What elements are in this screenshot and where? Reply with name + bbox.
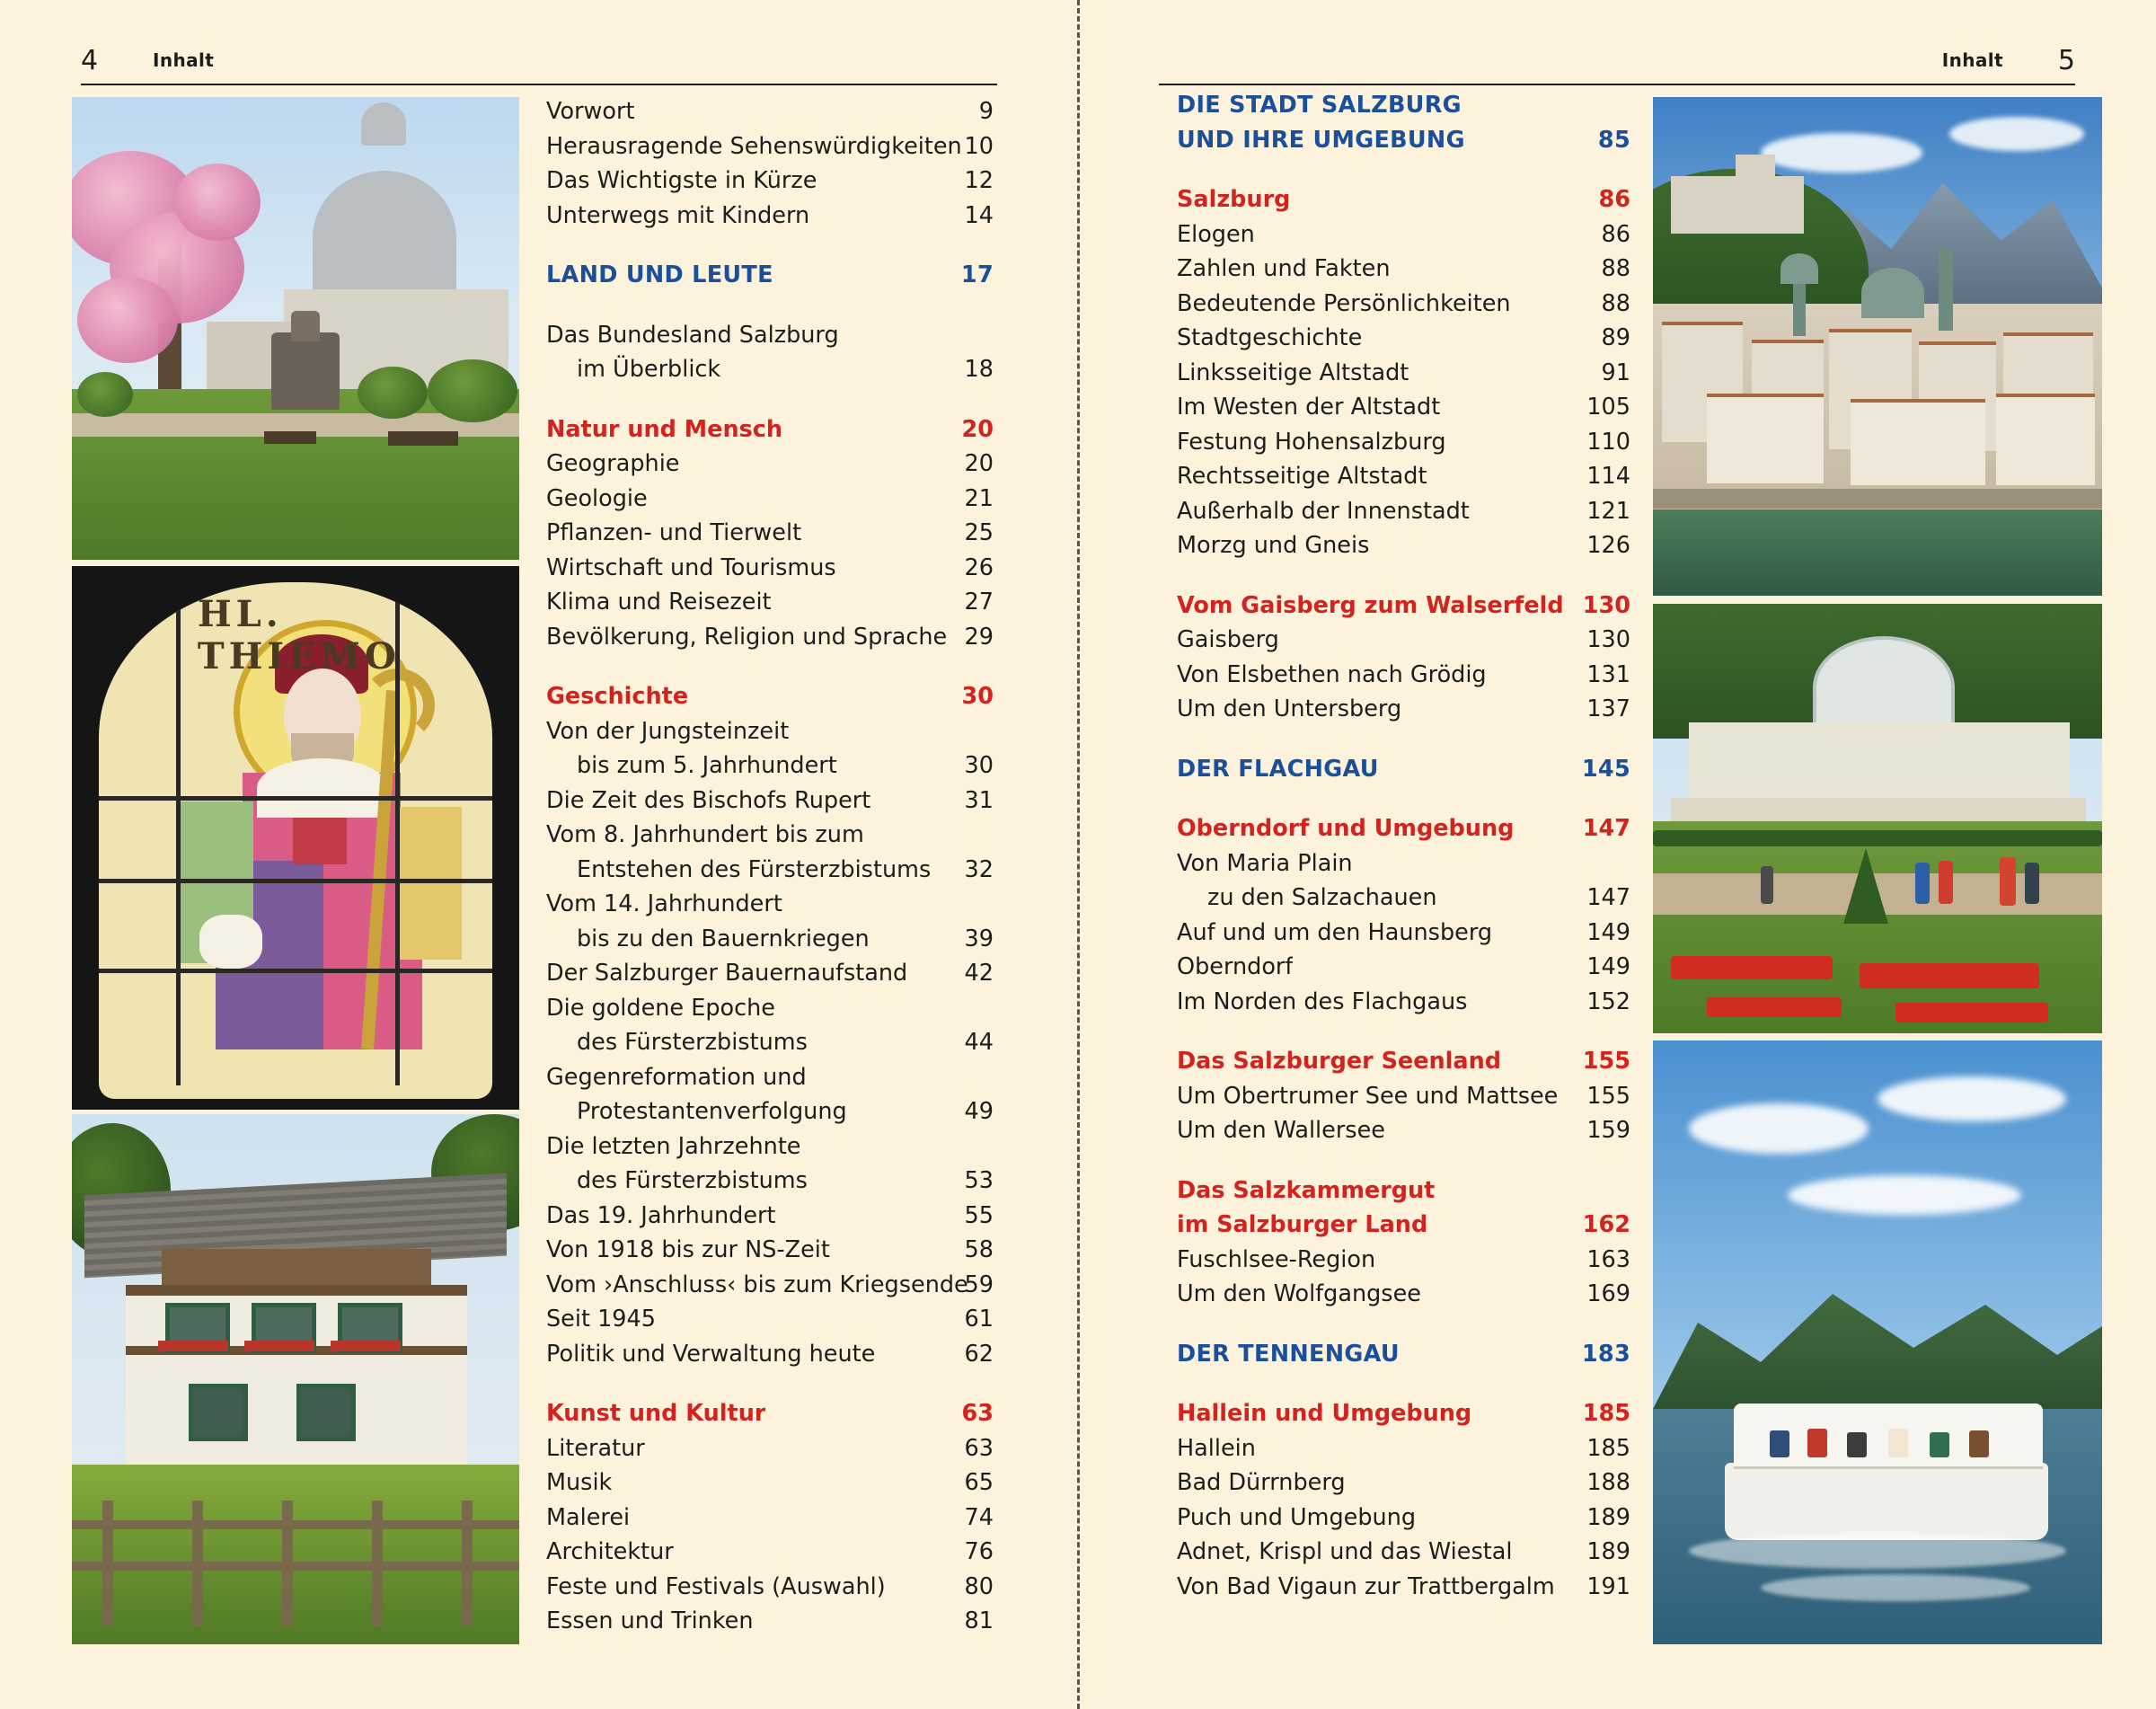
toc-entry[interactable] <box>546 1129 1000 1164</box>
toc-entry-page-number: 18 <box>964 356 994 383</box>
toc-entry-label: LAND UND LEUTE <box>546 261 773 288</box>
toc-entry-label: Bedeutende Persönlichkeiten <box>1177 289 1511 317</box>
header-rule-right <box>1159 84 2075 85</box>
photo-farmhouse-meadow <box>72 1114 519 1644</box>
toc-entry-label: Vom 8. Jahrhundert bis zum <box>546 821 864 848</box>
toc-entry-page-number: 49 <box>964 1098 994 1125</box>
toc-entry-label: Unterwegs mit Kindern <box>546 201 810 229</box>
toc-entry-page-number: 53 <box>964 1167 994 1194</box>
toc-entry-label: Protestantenverfolgung <box>577 1098 847 1125</box>
toc-entry-label: Literatur <box>546 1434 645 1462</box>
toc-entry-label: Puch und Umgebung <box>1177 1503 1417 1531</box>
toc-entry[interactable] <box>546 1094 1000 1129</box>
toc-entry-label: Um den Untersberg <box>1177 695 1402 722</box>
toc-entry-page-number: 185 <box>1586 1434 1630 1462</box>
toc-entry-page-number: 137 <box>1586 695 1630 722</box>
toc-entry-label: Bevölkerung, Religion und Sprache <box>546 623 948 651</box>
toc-entry[interactable] <box>546 1535 1000 1570</box>
toc-entry-label: Linksseitige Altstadt <box>1177 359 1409 386</box>
toc-entry-label: Die letzten Jahrzehnte <box>546 1132 801 1160</box>
toc-entry-page-number: 25 <box>964 519 994 546</box>
toc-entry-label: Von Bad Vigaun zur Trattbergalm <box>1177 1572 1555 1600</box>
toc-entry-label: Das Wichtigste in Kürze <box>546 167 817 194</box>
toc-left-column <box>546 94 1000 1639</box>
toc-entry-label: Wirtschaft und Tourismus <box>546 553 836 581</box>
toc-entry-page-number: 74 <box>964 1503 994 1531</box>
toc-entry[interactable] <box>546 1233 1000 1268</box>
toc-entry-label: Das Bundesland Salzburg <box>546 321 839 349</box>
toc-entry[interactable] <box>546 199 1000 234</box>
folio-left: 4 <box>81 45 99 76</box>
toc-entry[interactable] <box>546 887 1000 922</box>
toc-entry[interactable] <box>546 585 1000 620</box>
toc-entry-page-number: 152 <box>1586 987 1630 1015</box>
toc-entry-page-number: 58 <box>964 1236 994 1263</box>
toc-entry[interactable] <box>546 679 1000 714</box>
toc-entry-label: Rechtsseitige Altstadt <box>1177 463 1427 490</box>
toc-entry[interactable] <box>546 352 1000 387</box>
toc-entry-page-number: 130 <box>1586 626 1630 653</box>
toc-entry-label: Von Elsbethen nach Grödig <box>1177 660 1487 688</box>
toc-entry-page-number: 183 <box>1581 1340 1630 1368</box>
photo-stained-glass-hl-thiemo <box>72 566 519 1110</box>
toc-entry-page-number: 188 <box>1586 1469 1630 1496</box>
page-fold-divider <box>1077 0 1082 1709</box>
toc-entry-page-number: 105 <box>1586 394 1630 421</box>
toc-entry-page-number: 149 <box>1586 953 1630 980</box>
toc-entry[interactable] <box>546 318 1000 353</box>
toc-spacer <box>546 387 1000 412</box>
toc-entry-page-number: 155 <box>1586 1082 1630 1110</box>
toc-entry-page-number: 131 <box>1586 660 1630 688</box>
toc-entry-label: Malerei <box>546 1503 631 1531</box>
toc-entry-label: bis zum 5. Jahrhundert <box>577 752 837 779</box>
toc-entry-label: Zahlen und Fakten <box>1177 255 1391 282</box>
toc-entry[interactable] <box>546 129 1000 164</box>
toc-entry-page-number: 85 <box>1597 126 1630 154</box>
toc-entry-label: Morzg und Gneis <box>1177 532 1370 559</box>
toc-entry-label: Um den Wallersee <box>1177 1117 1385 1144</box>
toc-entry-label: Um Obertrumer See und Mattsee <box>1177 1082 1559 1110</box>
toc-entry-page-number: 76 <box>964 1538 994 1565</box>
toc-entry-label: Gaisberg <box>1177 626 1279 653</box>
toc-entry-page-number: 10 <box>964 132 994 160</box>
toc-entry-label: Von Maria Plain <box>1177 849 1353 877</box>
toc-entry-page-number: 59 <box>964 1271 994 1298</box>
toc-entry[interactable] <box>546 991 1000 1026</box>
toc-entry-label: Architektur <box>546 1538 674 1565</box>
toc-entry-label: Auf und um den Haunsberg <box>1177 918 1493 946</box>
toc-entry-label: DER FLACHGAU <box>1177 755 1379 783</box>
toc-entry[interactable] <box>546 164 1000 199</box>
toc-entry-page-number: 21 <box>964 484 994 512</box>
toc-entry-label: Der Salzburger Bauernaufstand <box>546 960 908 987</box>
toc-entry-page-number: 62 <box>964 1340 994 1368</box>
toc-entry-label: Oberndorf und Umgebung <box>1177 815 1515 842</box>
toc-entry[interactable] <box>546 1164 1000 1199</box>
toc-entry[interactable] <box>546 1465 1000 1501</box>
toc-entry-page-number: 63 <box>964 1434 994 1462</box>
toc-entry-label: Salzburg <box>1177 186 1291 213</box>
toc-entry[interactable] <box>546 447 1000 482</box>
toc-entry-page-number: 145 <box>1581 755 1630 783</box>
toc-entry[interactable] <box>546 551 1000 586</box>
toc-entry-page-number: 20 <box>964 450 994 477</box>
toc-entry-page-number: 88 <box>1601 289 1630 317</box>
toc-entry-label: Feste und Festivals (Auswahl) <box>546 1572 886 1600</box>
toc-entry[interactable] <box>546 818 1000 853</box>
toc-entry-label: Geschichte <box>546 683 689 710</box>
toc-entry-page-number: 169 <box>1586 1280 1630 1307</box>
toc-entry-label: Bad Dürrnberg <box>1177 1469 1346 1496</box>
runhead-right: Inhalt <box>1941 49 2003 71</box>
toc-entry-page-number: 31 <box>964 786 994 814</box>
photo-lake-excursion-boat <box>1653 1040 2102 1644</box>
toc-entry-label: des Fürsterzbistums <box>577 1167 808 1194</box>
toc-entry-label: bis zu den Bauernkriegen <box>577 925 870 952</box>
toc-entry-page-number: 12 <box>964 167 994 194</box>
toc-entry-label: Hallein und Umgebung <box>1177 1400 1472 1427</box>
toc-entry-page-number: 88 <box>1601 255 1630 282</box>
toc-entry-page-number: 26 <box>964 553 994 581</box>
toc-entry-page-number: 191 <box>1586 1572 1630 1600</box>
toc-entry-label: Herausragende Sehenswürdigkeiten <box>546 132 962 160</box>
toc-entry-page-number: 9 <box>978 98 994 125</box>
toc-entry-label: Musik <box>546 1469 613 1496</box>
toc-entry-label: Vom ›Anschluss‹ bis zum Kriegsende <box>546 1271 968 1298</box>
toc-entry-page-number: 27 <box>964 589 994 615</box>
folio-right: 5 <box>2057 45 2075 76</box>
toc-entry-label: Geographie <box>546 450 680 477</box>
toc-spacer <box>546 293 1000 318</box>
toc-entry-page-number: 114 <box>1586 463 1630 490</box>
toc-entry[interactable] <box>546 94 1000 129</box>
toc-entry-page-number: 89 <box>1601 324 1630 351</box>
toc-entry-label: Gegenreformation und <box>546 1063 807 1091</box>
toc-entry[interactable] <box>546 1025 1000 1060</box>
toc-entry-page-number: 30 <box>961 683 994 710</box>
toc-entry[interactable] <box>546 1604 1000 1639</box>
toc-entry-label: Klima und Reisezeit <box>546 589 772 615</box>
toc-entry-page-number: 91 <box>1601 359 1630 386</box>
toc-entry[interactable] <box>546 1431 1000 1466</box>
toc-entry-label: des Fürsterzbistums <box>577 1029 808 1056</box>
toc-entry-label: DIE STADT SALZBURG <box>1177 92 1462 119</box>
toc-entry-page-number: 159 <box>1586 1117 1630 1144</box>
toc-entry-label: Stadtgeschichte <box>1177 324 1363 351</box>
toc-entry[interactable] <box>546 714 1000 749</box>
toc-spacer <box>546 233 1000 258</box>
toc-entry[interactable] <box>546 853 1000 888</box>
toc-entry-label: Um den Wolfgangsee <box>1177 1280 1421 1307</box>
toc-entry-page-number: 44 <box>964 1029 994 1056</box>
toc-entry[interactable] <box>546 1060 1000 1095</box>
toc-entry-label: DER TENNENGAU <box>1177 1340 1400 1368</box>
toc-entry-page-number: 30 <box>964 752 994 779</box>
stained-glass-inscription: HL. THIEMO <box>197 593 401 678</box>
toc-entry-page-number: 185 <box>1582 1400 1630 1427</box>
toc-entry-page-number: 121 <box>1586 497 1630 525</box>
toc-entry-label: Festung Hohensalzburg <box>1177 428 1446 456</box>
toc-entry-page-number: 61 <box>964 1306 994 1333</box>
toc-entry-label: Hallein <box>1177 1434 1256 1462</box>
toc-entry-label: Vom 14. Jahrhundert <box>546 890 782 917</box>
toc-entry-page-number: 55 <box>964 1201 994 1229</box>
toc-entry[interactable] <box>546 922 1000 957</box>
toc-spacer <box>546 1371 1000 1396</box>
toc-entry-page-number: 80 <box>964 1572 994 1600</box>
toc-entry-page-number: 32 <box>964 855 994 883</box>
header-rule-left <box>81 84 997 85</box>
toc-entry[interactable] <box>546 748 1000 784</box>
toc-entry-page-number: 147 <box>1586 884 1630 911</box>
toc-entry-label: Pflanzen- und Tierwelt <box>546 519 802 546</box>
toc-entry-label: Das 19. Jahrhundert <box>546 1201 776 1229</box>
toc-entry[interactable] <box>546 956 1000 991</box>
toc-entry-label: Das Salzkammergut <box>1177 1176 1436 1204</box>
toc-entry-page-number: 189 <box>1586 1503 1630 1531</box>
toc-entry[interactable] <box>546 1501 1000 1536</box>
toc-entry-label: Vom Gaisberg zum Walserfeld <box>1177 591 1564 619</box>
toc-entry-page-number: 130 <box>1582 591 1630 619</box>
toc-entry-label: Von der Jungsteinzeit <box>546 717 790 745</box>
toc-entry-label: Natur und Mensch <box>546 415 783 443</box>
toc-entry-label: Seit 1945 <box>546 1306 656 1333</box>
toc-entry[interactable] <box>546 258 1000 293</box>
toc-entry-page-number: 110 <box>1586 428 1630 456</box>
toc-entry-page-number: 86 <box>1598 186 1630 213</box>
toc-entry-label: Außerhalb der Innenstadt <box>1177 497 1470 525</box>
toc-entry-label: Im Westen der Altstadt <box>1177 394 1441 421</box>
toc-entry-label: Die goldene Epoche <box>546 994 775 1022</box>
toc-entry-page-number: 126 <box>1586 532 1630 559</box>
toc-spacer <box>546 654 1000 679</box>
toc-entry-page-number: 86 <box>1601 220 1630 248</box>
toc-entry-label: zu den Salzachauen <box>1207 884 1437 911</box>
photo-mirabell-garden-orangerie <box>1653 604 2102 1033</box>
toc-entry-label: Fuschlsee-Region <box>1177 1245 1376 1273</box>
toc-entry-label: im Salzburger Land <box>1177 1211 1428 1238</box>
toc-entry[interactable] <box>546 1337 1000 1372</box>
toc-entry[interactable] <box>546 516 1000 551</box>
toc-entry-label: im Überblick <box>577 356 721 383</box>
toc-entry[interactable] <box>546 1396 1000 1431</box>
photo-salzburg-panorama-fortress <box>1653 97 2102 596</box>
toc-entry-label: UND IHRE UMGEBUNG <box>1177 126 1465 154</box>
toc-entry-label: Adnet, Krispl und das Wiestal <box>1177 1538 1513 1565</box>
toc-entry-label: Im Norden des Flachgaus <box>1177 987 1468 1015</box>
toc-entry-label: Kunst und Kultur <box>546 1400 766 1427</box>
toc-entry-page-number: 147 <box>1582 815 1630 842</box>
toc-entry-page-number: 63 <box>961 1400 994 1427</box>
toc-entry-label: Die Zeit des Bischofs Rupert <box>546 786 871 814</box>
toc-entry-label: Oberndorf <box>1177 953 1294 980</box>
toc-entry-page-number: 29 <box>964 623 994 651</box>
toc-entry[interactable] <box>546 1268 1000 1303</box>
toc-entry[interactable] <box>546 412 1000 447</box>
runhead-left: Inhalt <box>153 49 215 71</box>
toc-entry-page-number: 39 <box>964 925 994 952</box>
toc-entry-label: Von 1918 bis zur NS-Zeit <box>546 1236 830 1263</box>
toc-entry-page-number: 81 <box>964 1607 994 1634</box>
toc-entry-label: Das Salzburger Seenland <box>1177 1048 1502 1075</box>
toc-entry[interactable] <box>546 482 1000 517</box>
toc-entry-label: Geologie <box>546 484 648 512</box>
toc-entry-page-number: 189 <box>1586 1538 1630 1565</box>
right-page <box>1078 0 2156 1709</box>
toc-entry-page-number: 163 <box>1586 1245 1630 1273</box>
toc-entry-page-number: 155 <box>1582 1048 1630 1075</box>
toc-entry-label: Politik und Verwaltung heute <box>546 1340 876 1368</box>
toc-entry-label: Elogen <box>1177 220 1255 248</box>
toc-entry[interactable] <box>546 1302 1000 1337</box>
toc-entry-label: Entstehen des Fürsterzbistums <box>577 855 932 883</box>
toc-entry[interactable] <box>546 1570 1000 1605</box>
toc-entry[interactable] <box>546 1199 1000 1234</box>
toc-entry-page-number: 162 <box>1582 1211 1630 1238</box>
toc-entry-label: Vorwort <box>546 98 635 125</box>
toc-entry-page-number: 149 <box>1586 918 1630 946</box>
toc-entry-page-number: 20 <box>961 415 994 443</box>
toc-entry-page-number: 65 <box>964 1469 994 1496</box>
toc-entry[interactable] <box>546 620 1000 655</box>
toc-entry[interactable] <box>546 784 1000 819</box>
photo-cathedral-domes-blossom <box>72 97 519 560</box>
toc-entry-page-number: 14 <box>964 201 994 229</box>
toc-entry-page-number: 42 <box>964 960 994 987</box>
toc-entry-page-number: 17 <box>960 261 994 288</box>
toc-entry-label: Essen und Trinken <box>546 1607 754 1634</box>
